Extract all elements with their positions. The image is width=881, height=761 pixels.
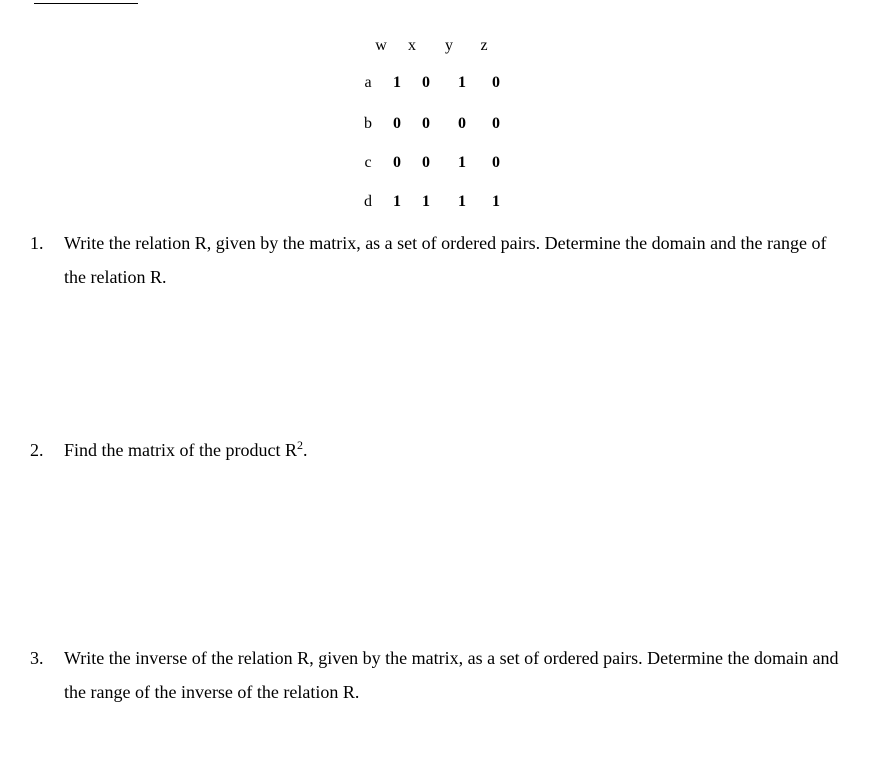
matrix-col-header: w [375, 37, 387, 54]
matrix-col-header: y [445, 37, 453, 54]
question-number: 3. [30, 648, 44, 668]
matrix-cell: 0 [458, 115, 466, 132]
question-3 [30, 641, 850, 709]
matrix-cell: 1 [458, 154, 466, 171]
question-2 [30, 433, 850, 467]
superscript-exponent: 2 [296, 438, 303, 452]
question-1 [30, 226, 850, 294]
matrix-cell: 0 [422, 115, 430, 132]
matrix-cell: 0 [492, 74, 500, 91]
question-text-end: . [302, 440, 308, 460]
matrix-cell: 1 [393, 193, 401, 210]
question-text: Write the relation R, given by the matrix, as a set of ordered pairs. Determine the domain and the range of the relation R. [64, 233, 827, 287]
matrix-cell: 0 [492, 115, 500, 132]
matrix-cell: 1 [422, 193, 430, 210]
matrix-row-label: c [364, 154, 372, 171]
question-text [64, 433, 850, 467]
matrix-cell: 0 [393, 115, 401, 132]
matrix-row-label: a [364, 74, 372, 91]
matrix-cell: 0 [422, 154, 430, 171]
matrix-col-header: x [408, 37, 416, 54]
question-text: Write the inverse of the relation R, given by the matrix, as a set of ordered pairs. Determine the domain and the range of the inverse of the relation R. [64, 648, 839, 702]
matrix-cell: 1 [458, 193, 466, 210]
matrix-cell: 0 [422, 74, 430, 91]
matrix-cell: 1 [492, 193, 500, 210]
matrix-row-label: b [364, 115, 372, 132]
question-text-main: Find the matrix of the product R [64, 440, 297, 460]
matrix-cell: 0 [393, 154, 401, 171]
matrix-cell: 1 [458, 74, 466, 91]
question-number: 1. [30, 233, 44, 253]
matrix-row-label: d [364, 193, 372, 210]
matrix-cell: 0 [492, 154, 500, 171]
matrix-col-header: z [480, 37, 488, 54]
relation-matrix [0, 0, 881, 230]
matrix-cell: 1 [393, 74, 401, 91]
question-number: 2. [30, 440, 44, 460]
